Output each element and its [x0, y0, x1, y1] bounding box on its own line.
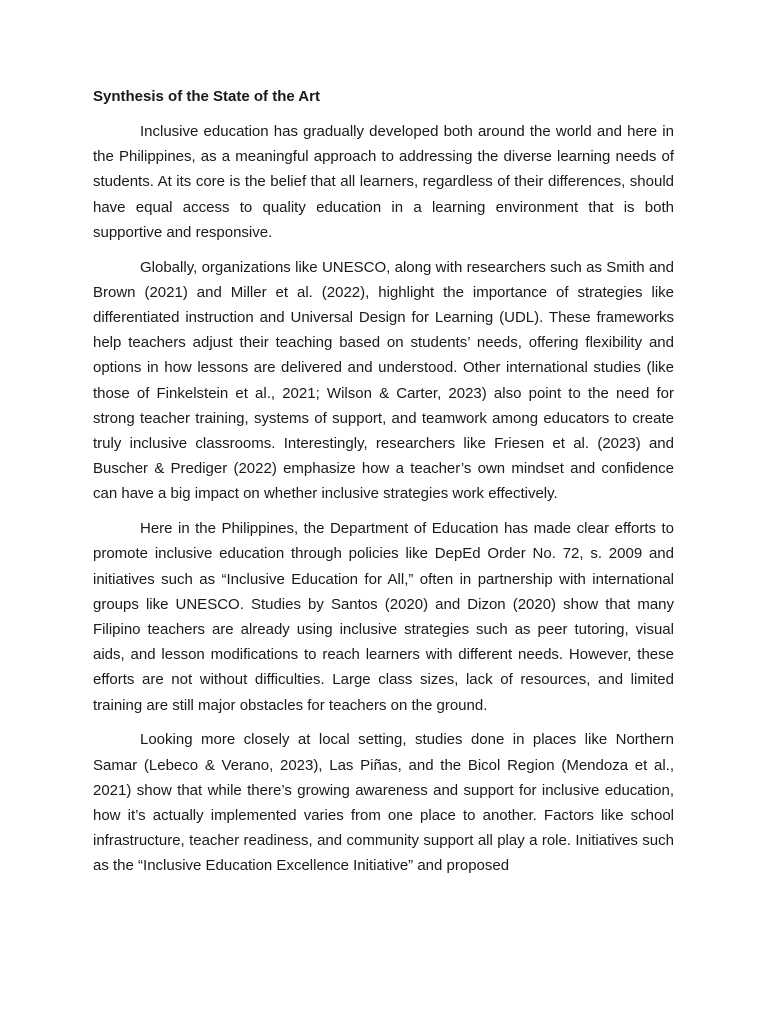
paragraph-inclusive-education-overview: Inclusive education has gradually developed both around the world and here in the Philippines, as a meaningful approach to addressing the diverse learning needs of students. At its core is the belief that all learners, regardless of their differences, should have equal access to quality education in a learning environment that is both supportive and responsive.: [93, 123, 674, 241]
section-heading: Synthesis of the State of the Art: [93, 88, 320, 105]
document-body: [93, 84, 674, 888]
paragraph-local-setting: Looking more closely at local setting, studies done in places like Northern Samar (Lebeco & Verano, 2023), Las Piñas, and the Bicol Region (Mendoza et al., 2021) show that while there’s growing awareness and support for inclusive education, how it’s actually implemented varies from one place to another. Factors like school infrastructure, teacher readiness, and community support all play a role. Initiatives such as the “Inclusive Education Excellence Initiative” and proposed: [93, 731, 674, 875]
paragraph-philippine-context: Here in the Philippines, the Department of Education has made clear efforts to promote inclusive education through policies like DepEd Order No. 72, s. 2009 and initiatives such as “Inclusive Education for All,” often in partnership with international groups like UNESCO. Studies by Santos (2020) and Dizon (2020) show that many Filipino teachers are already using inclusive strategies such as peer tutoring, visual aids, and lesson modifications to reach learners with different needs. However, these efforts are not without difficulties. Large class sizes, lack of resources, and limited training are still major obstacles for teachers on the ground.: [93, 520, 674, 714]
paragraph-global-perspective: Globally, organizations like UNESCO, along with researchers such as Smith and Brown (2021) and Miller et al. (2022), highlight the importance of strategies like differentiated instruction and Universal Design for Learning (UDL). These frameworks help teachers adjust their teaching based on students’ needs, offering flexibility and options in how lessons are delivered and understood. Other international studies (like those of Finkelstein et al., 2021; Wilson & Carter, 2023) also point to the need for strong teacher training, systems of support, and teamwork among educators to create truly inclusive classrooms. Interestingly, researchers like Friesen et al. (2023) and Buscher & Prediger (2022) emphasize how a teacher’s own mindset and confidence can have a big impact on whether inclusive strategies work effectively.: [93, 258, 674, 503]
